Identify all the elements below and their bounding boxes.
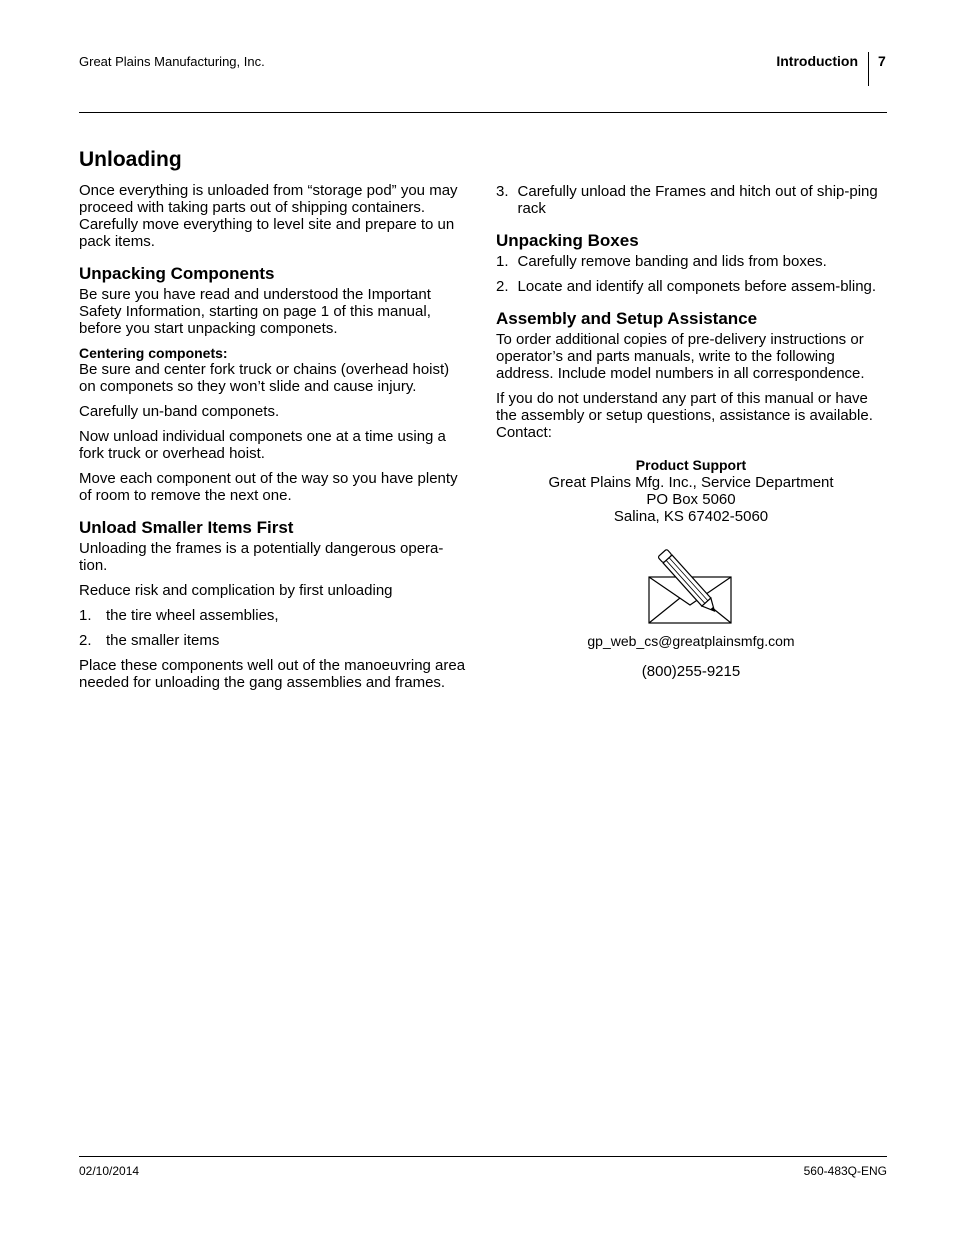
support-address-line-1: Great Plains Mfg. Inc., Service Department	[548, 474, 834, 491]
list-text: the smaller items	[106, 632, 220, 649]
list-item	[496, 278, 886, 295]
list-item	[79, 632, 469, 649]
left-column	[79, 147, 469, 699]
support-address-line-2: PO Box 5060	[646, 491, 736, 508]
smaller-paragraph-3: Place these components well out of the manoeuvring area needed for unloading the gang assemblies and frames.	[79, 657, 466, 691]
list-text: Carefully unload the Frames and hitch out of ship-ping rack	[517, 183, 878, 217]
assembly-assistance-heading: Assembly and Setup Assistance	[496, 309, 758, 328]
page-title: Unloading	[79, 148, 182, 171]
support-email-link[interactable]: gp_web_cs@greatplainsmfg.com	[587, 633, 795, 649]
footer-doc-number: 560-483Q-ENG	[803, 1164, 887, 1178]
footer-date: 02/10/2014	[79, 1164, 140, 1178]
list-number: 2.	[79, 632, 92, 649]
page-number: 7	[878, 53, 886, 69]
unpacking-boxes-heading: Unpacking Boxes	[496, 231, 639, 250]
envelope-pencil-icon	[646, 547, 736, 627]
unload-smaller-heading: Unload Smaller Items First	[79, 518, 294, 537]
components-paragraph-3: Now unload individual componets one at a time using a fork truck or overhead hoist.	[79, 428, 446, 462]
footer-rule	[79, 1156, 887, 1157]
support-phone: (800)255-9215	[641, 663, 741, 680]
list-item	[496, 253, 886, 270]
list-number: 2.	[496, 278, 509, 295]
assist-paragraph-1: To order additional copies of pre-delivery instructions or operator’s and parts manuals, write to the following address. Include model numbers in all correspondence.	[496, 331, 865, 382]
list-number: 3.	[496, 183, 509, 200]
components-paragraph-2: Carefully un-band componets.	[79, 403, 280, 420]
list-text: Locate and identify all componets before assem-bling.	[517, 278, 877, 295]
centering-paragraph: Be sure and center fork truck or chains (overhead hoist) on componets so they won’t slide and cause injury.	[79, 361, 450, 395]
support-address-line-3: Salina, KS 67402-5060	[613, 508, 769, 525]
product-support-block	[496, 457, 886, 680]
smaller-paragraph-1: Unloading the frames is a potentially dangerous opera-tion.	[79, 540, 444, 574]
right-column	[496, 183, 886, 680]
list-number: 1.	[496, 253, 509, 270]
header-section: Introduction	[776, 53, 858, 69]
assist-paragraph-2: If you do not understand any part of this manual or have the assembly or setup questions, assistance is available. Contact:	[496, 390, 873, 441]
list-item	[79, 607, 469, 624]
intro-paragraph: Once everything is unloaded from “storage pod” you may proceed with taking parts out of shipping containers. Carefully move everything to level site and prepare to un pack items.	[79, 182, 458, 250]
header-rule	[79, 112, 887, 113]
centering-heading: Centering componets:	[79, 345, 228, 361]
smaller-paragraph-2: Reduce risk and complication by first unloading	[79, 582, 393, 599]
support-title: Product Support	[635, 457, 747, 473]
list-text: Carefully remove banding and lids from boxes.	[517, 253, 827, 270]
header-divider	[868, 52, 869, 86]
unpacking-components-heading: Unpacking Components	[79, 264, 275, 283]
header-company: Great Plains Manufacturing, Inc.	[79, 54, 265, 69]
components-paragraph-4: Move each component out of the way so you have plenty of room to remove the next one.	[79, 470, 458, 504]
components-paragraph-1: Be sure you have read and understood the Important Safety Information, starting on page 1 of this manual, before you start unpacking componets.	[79, 286, 431, 337]
list-number: 1.	[79, 607, 92, 624]
list-text: the tire wheel assemblies,	[106, 607, 279, 624]
list-item	[496, 183, 886, 217]
